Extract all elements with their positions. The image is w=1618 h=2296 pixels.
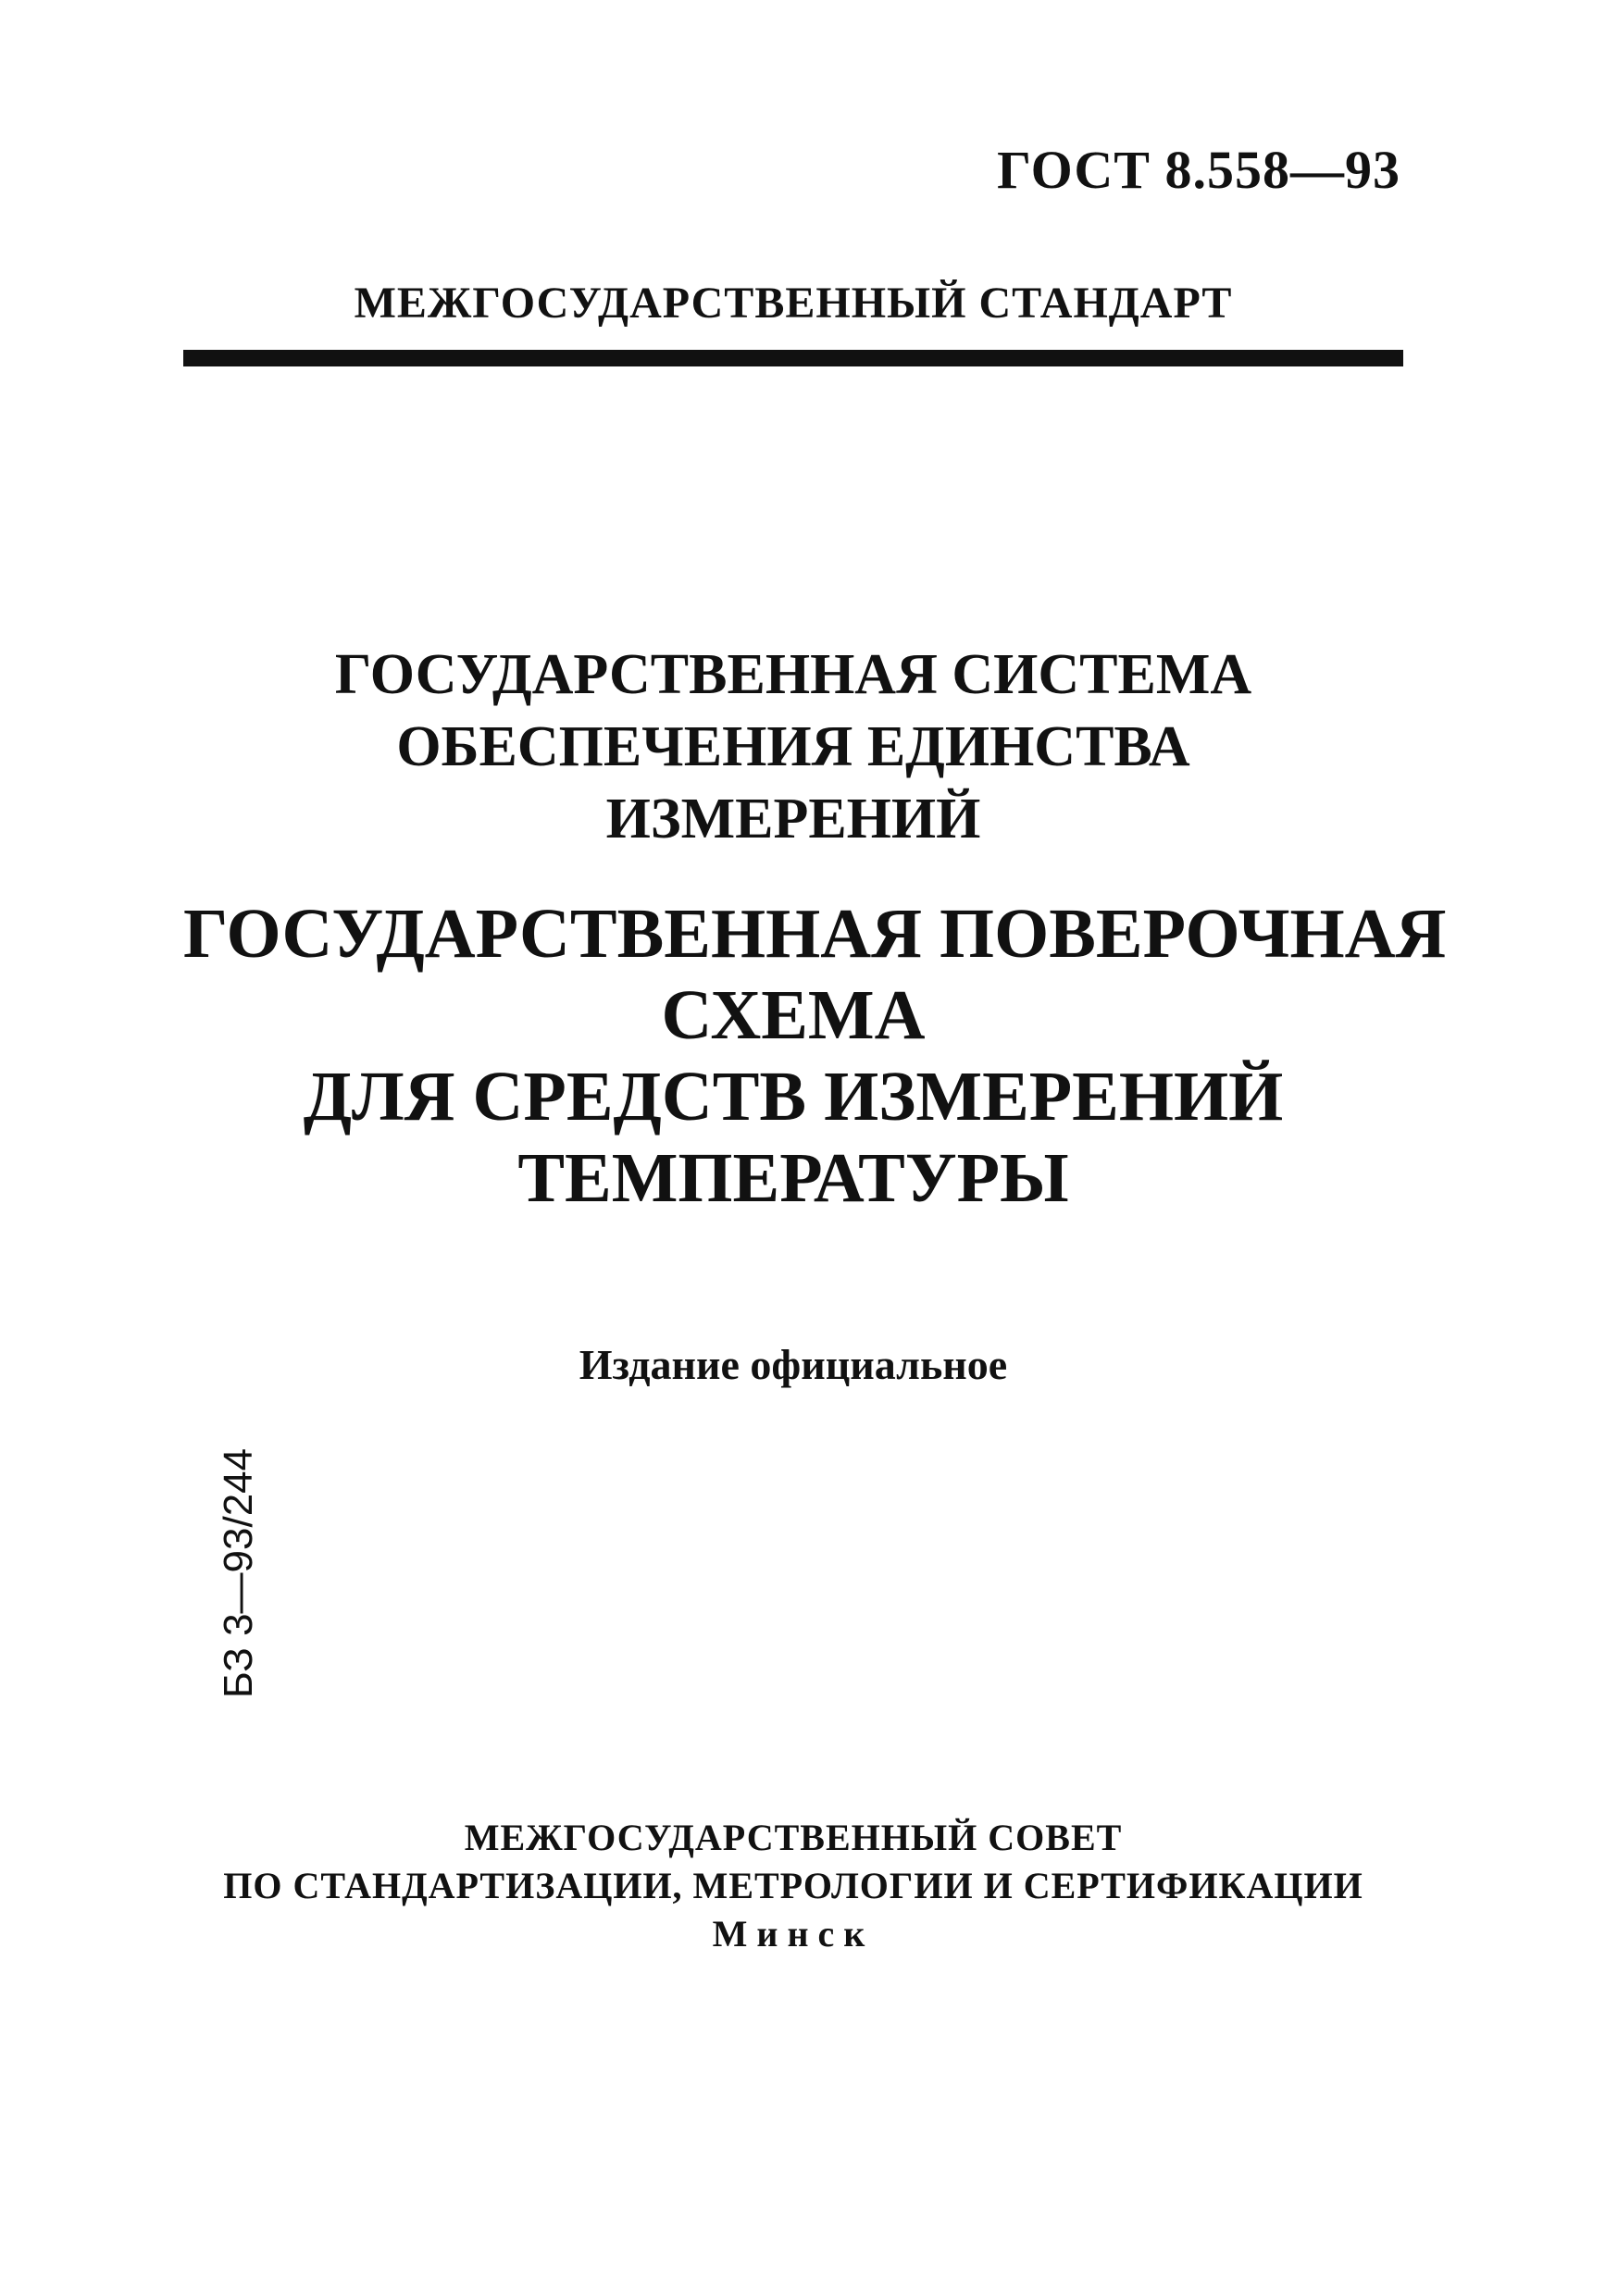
main-title-line-4: ТЕМПЕРАТУРЫ	[517, 1139, 1069, 1217]
document-code: ГОСТ 8.558—93	[997, 140, 1400, 200]
main-title-line-2: СХЕМА	[661, 976, 926, 1054]
standard-type: МЕЖГОСУДАРСТВЕННЫЙ СТАНДАРТ	[354, 279, 1233, 328]
header-divider	[183, 350, 1403, 366]
main-title-line-1: ГОСУДАРСТВЕННАЯ ПОВЕРОЧНАЯ	[183, 895, 1447, 973]
edition-note: Издание официальное	[579, 1341, 1008, 1388]
series-title-line-1: ГОСУДАРСТВЕННАЯ СИСТЕМА	[334, 643, 1252, 706]
publisher-city: Минск	[712, 1913, 875, 1955]
series-title-line-2: ОБЕСПЕЧЕНИЯ ЕДИНСТВА	[396, 715, 1190, 778]
main-title-line-3: ДЛЯ СРЕДСТВ ИЗМЕРЕНИЙ	[303, 1058, 1284, 1136]
side-code-container	[202, 1421, 276, 1726]
series-title-line-3: ИЗМЕРЕНИЙ	[605, 788, 981, 850]
publisher-line-2: ПО СТАНДАРТИЗАЦИИ, МЕТРОЛОГИИ И СЕРТИФИКАЦИИ	[223, 1865, 1363, 1906]
main-title	[183, 893, 1447, 1219]
publisher-line-1: МЕЖГОСУДАРСТВЕННЫЙ СОВЕТ	[464, 1817, 1123, 1858]
side-registration-code: БЗ 3—93/244	[216, 1447, 261, 1699]
publisher-block	[183, 1814, 1403, 1958]
series-title	[183, 639, 1403, 855]
